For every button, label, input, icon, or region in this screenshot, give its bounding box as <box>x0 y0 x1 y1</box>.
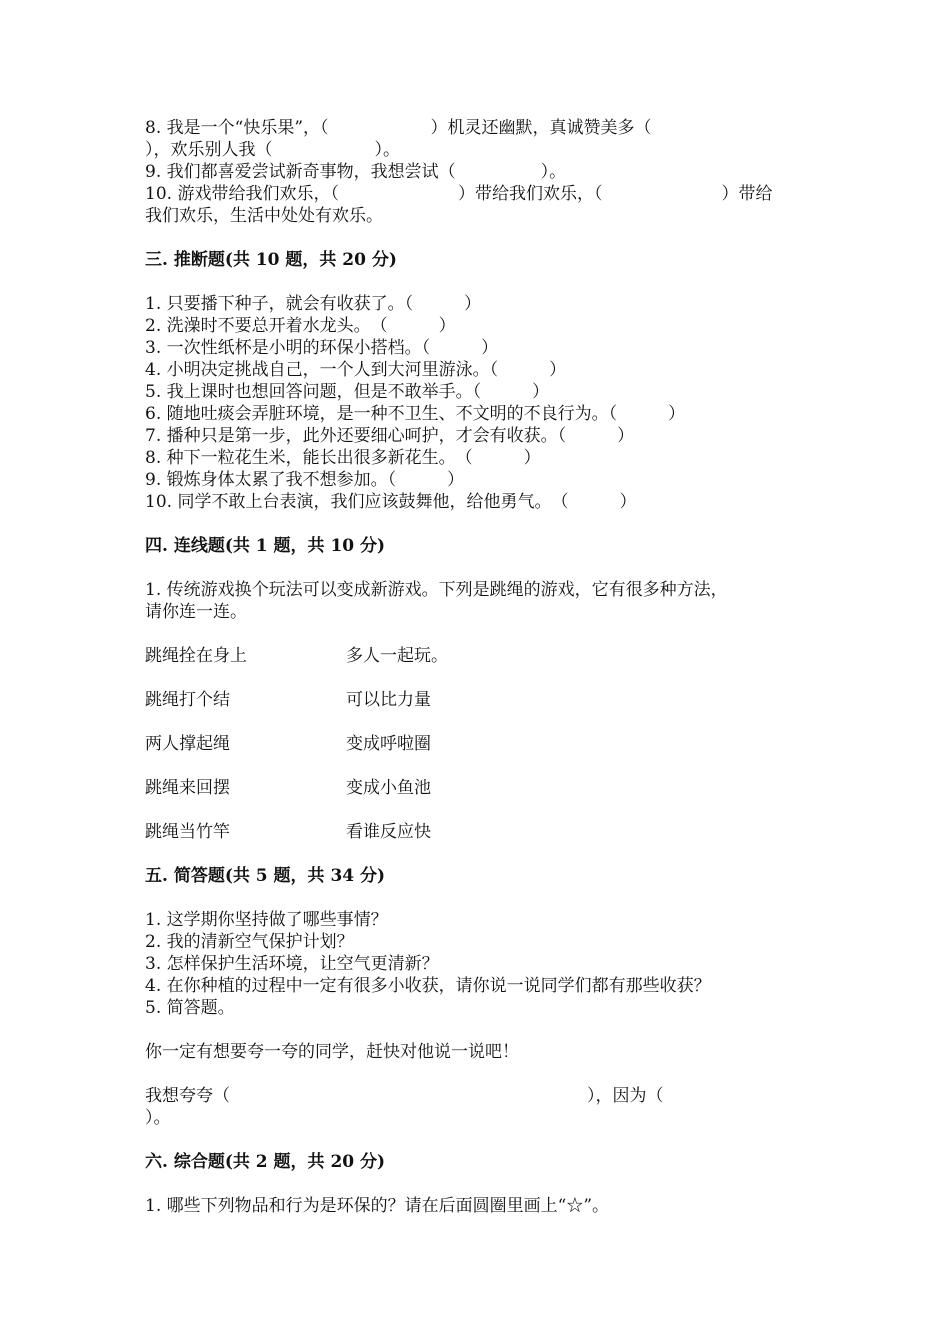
match-right-item: 变成小鱼池 <box>346 778 431 798</box>
praise-line1: 我想夸夸（ ），因为（ <box>145 1086 664 1106</box>
match-left-item: 跳绳来回摆 <box>145 778 230 798</box>
short-answer-item: 5. 简答题。 <box>145 998 235 1018</box>
judgment-item: 1. 只要播下种子，就会有收获了。（ ） <box>145 294 482 314</box>
judgment-item: 2. 洗澡时不要总开着水龙头。 （ ） <box>145 316 456 336</box>
match-right-item: 看谁反应快 <box>346 822 431 842</box>
match-right-item: 多人一起玩。 <box>346 646 448 666</box>
short-answer-item: 3. 怎样保护生活环境，让空气更清新？ <box>145 954 439 974</box>
judgment-item: 6. 随地吐痰会弄脏环境，是一种不卫生、不文明的不良行为。（ ） <box>145 404 686 424</box>
match-left-item: 两人撑起绳 <box>145 734 230 754</box>
fill-blank-q8-line1: 8. 我是一个“快乐果”，（ ）机灵还幽默，真诚赞美多（ <box>145 118 652 138</box>
fill-blank-q10-line2: 我们欢乐，生活中处处有欢乐。 <box>145 206 383 226</box>
fill-blank-q9: 9. 我们都喜爱尝试新奇事物，我想尝试（ ）。 <box>145 162 567 182</box>
short-answer-item: 2. 我的清新空气保护计划？ <box>145 932 354 952</box>
judgment-item: 10. 同学不敢上台表演，我们应该鼓舞他，给他勇气。 （ ） <box>145 492 637 512</box>
match-right-item: 可以比力量 <box>346 690 431 710</box>
section6-heading: 六. 综合题(共 2 题，共 20 分) <box>145 1152 386 1172</box>
fill-blank-q8-line2: ），欢乐别人我（ ）。 <box>145 140 400 160</box>
judgment-item: 4. 小明决定挑战自己，一个人到大河里游泳。（ ） <box>145 360 567 380</box>
matching-question-line2: 请你连一连。 <box>145 602 247 622</box>
match-left-item: 跳绳当竹竿 <box>145 822 230 842</box>
matching-question-line1: 1. 传统游戏换个玩法可以变成新游戏。下列是跳绳的游戏，它有很多种方法， <box>145 580 728 600</box>
match-right-item: 变成呼啦圈 <box>346 734 431 754</box>
judgment-item: 5. 我上课时也想回答问题，但是不敢举手。（ ） <box>145 382 550 402</box>
section5-heading: 五. 简答题(共 5 题，共 34 分) <box>145 866 386 886</box>
match-left-item: 跳绳打个结 <box>145 690 230 710</box>
fill-blank-q10-line1: 10. 游戏带给我们欢乐，（ ）带给我们欢乐，（ ）带给 <box>145 184 773 204</box>
section4-heading: 四. 连线题(共 1 题，共 10 分) <box>145 536 386 556</box>
short-answer-item: 4. 在你种植的过程中一定有很多小收获，请你说一说同学们都有那些收获？ <box>145 976 711 996</box>
judgment-item: 8. 种下一粒花生米，能长出很多新花生。 （ ） <box>145 448 541 468</box>
match-left-item: 跳绳拴在身上 <box>145 646 247 666</box>
praise-line2: ）。 <box>145 1108 171 1128</box>
judgment-item: 7. 播种只是第一步，此外还要细心呵护，才会有收获。（ ） <box>145 426 635 446</box>
praise-prompt: 你一定有想要夸一夸的同学，赶快对他说一说吧！ <box>145 1042 519 1062</box>
comprehensive-q1: 1. 哪些下列物品和行为是环保的？请在后面圆圈里画上“☆”。 <box>145 1196 610 1216</box>
judgment-item: 3. 一次性纸杯是小明的环保小搭档。（ ） <box>145 338 499 358</box>
short-answer-item: 1. 这学期你坚持做了哪些事情？ <box>145 910 388 930</box>
section3-heading: 三. 推断题(共 10 题，共 20 分) <box>145 250 397 270</box>
judgment-item: 9. 锻炼身体太累了我不想参加。（ ） <box>145 470 465 490</box>
